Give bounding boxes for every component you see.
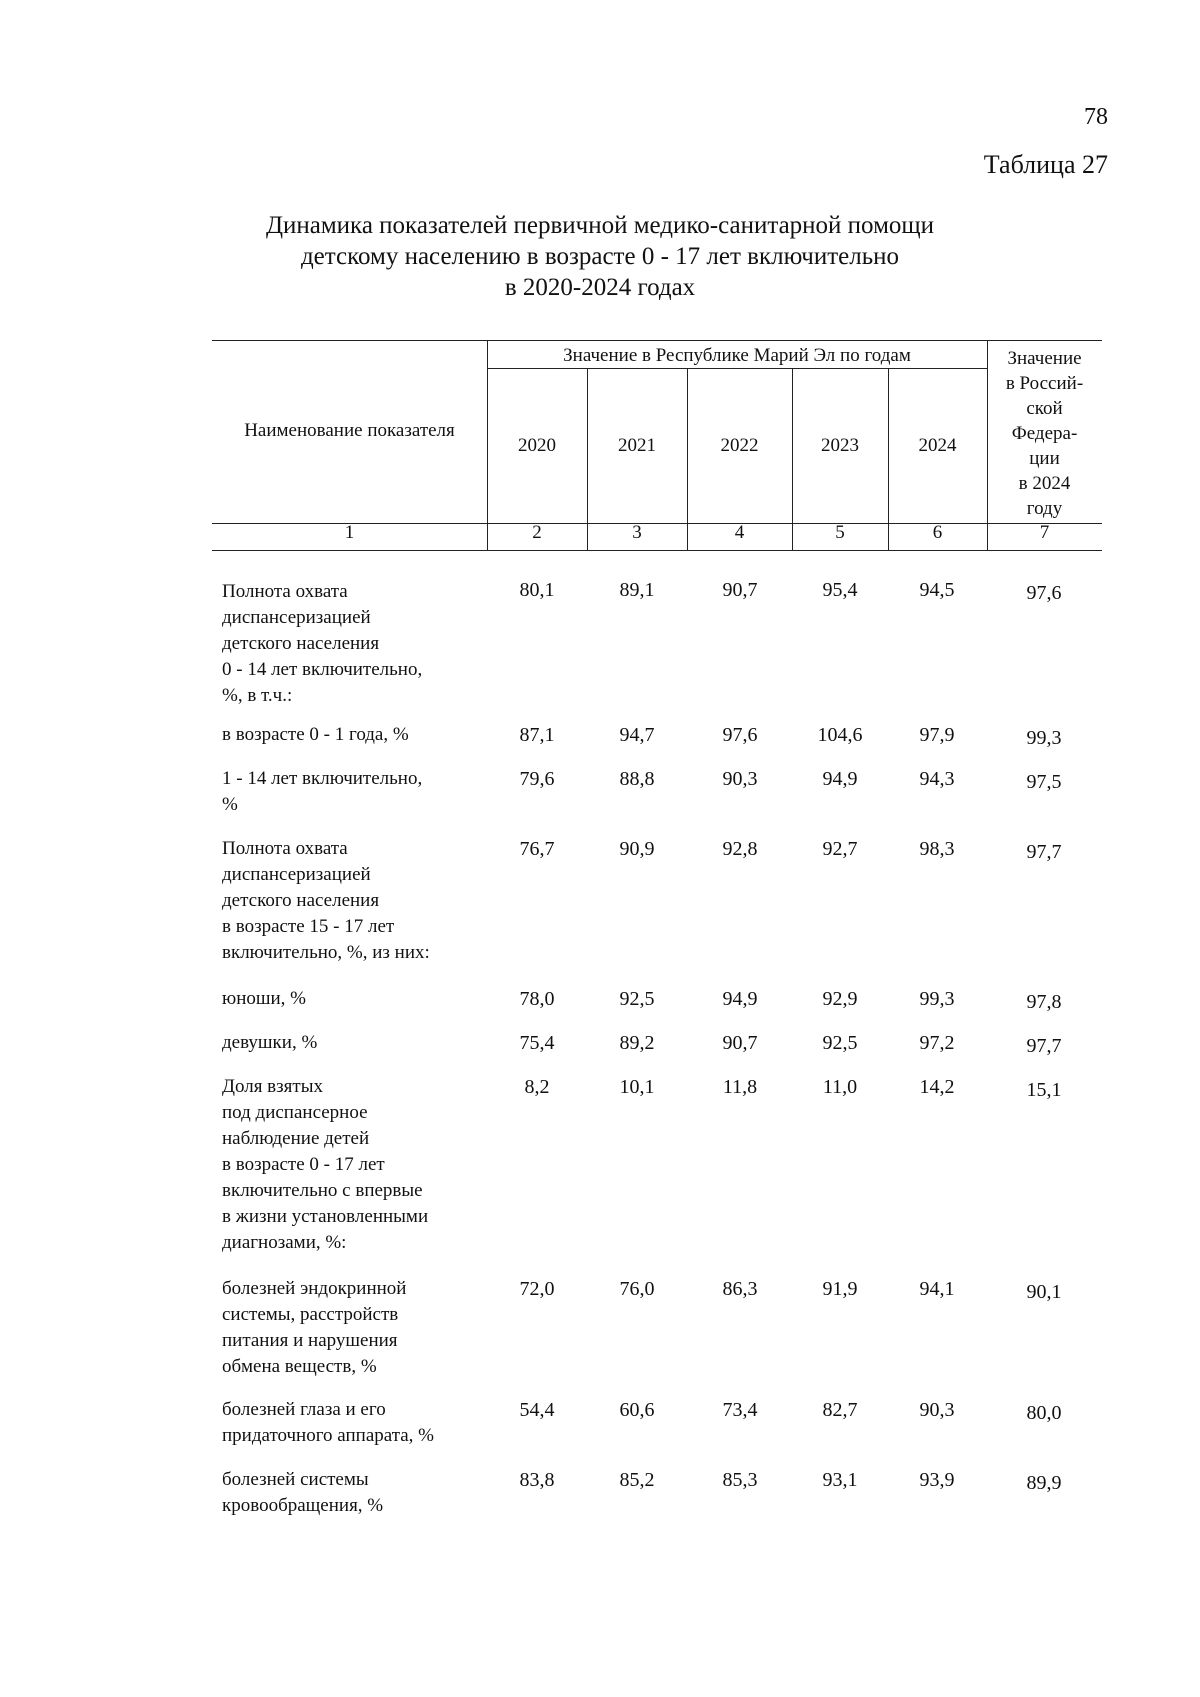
year-value-cell: 94,5 — [919, 579, 955, 601]
column-number: 4 — [734, 522, 745, 543]
header-rf-value — [987, 346, 1102, 521]
header-year: 2024 — [918, 435, 957, 456]
row-label-line: % — [222, 794, 238, 815]
year-value-cell: 97,9 — [919, 724, 955, 746]
year-value-cell: 95,4 — [822, 579, 858, 601]
year-value-cell: 94,7 — [619, 724, 655, 746]
header-rf-line: Федера- — [1011, 423, 1078, 444]
column-number: 1 — [344, 522, 355, 543]
year-value-cell: 85,3 — [722, 1469, 758, 1491]
row-label-line: в возрасте 0 - 17 лет — [222, 1154, 385, 1175]
year-value-cell: 90,7 — [722, 579, 758, 601]
rf-value-cell: 15,1 — [1026, 1079, 1062, 1101]
row-label — [222, 1397, 477, 1449]
rule-top-group — [487, 340, 1102, 341]
row-label-line: диспансеризацией — [222, 864, 371, 885]
row-label-line: детского населения — [222, 633, 380, 654]
year-value-cell: 90,7 — [722, 1032, 758, 1054]
year-value-cell: 78,0 — [519, 988, 555, 1010]
column-number: 6 — [932, 522, 943, 543]
year-value-cell: 11,0 — [822, 1076, 858, 1098]
column-number: 7 — [1039, 522, 1050, 543]
row-label-line: болезней глаза и его — [222, 1399, 386, 1420]
page-number: 78 — [1084, 104, 1108, 130]
year-value-cell: 87,1 — [519, 724, 555, 746]
row-label — [222, 766, 477, 818]
header-rf-line: в Россий- — [1005, 373, 1084, 394]
year-value-cell: 79,6 — [519, 768, 555, 790]
row-label-line: 0 - 14 лет включительно, — [222, 659, 423, 680]
column-number: 3 — [632, 522, 642, 543]
header-rf-line: году — [1026, 498, 1063, 519]
row-label — [222, 1467, 477, 1519]
row-label-line: Полнота охвата — [222, 581, 348, 602]
row-label-line: болезней системы — [222, 1469, 369, 1490]
year-value-cell: 14,2 — [919, 1076, 955, 1098]
year-value-cell: 97,6 — [722, 724, 758, 746]
row-label-line: придаточного аппарата, % — [222, 1425, 434, 1446]
year-value-cell: 99,3 — [919, 988, 955, 1010]
row-label-line: включительно, %, из них: — [222, 942, 430, 963]
header-rf-line: Значение — [1007, 348, 1082, 369]
row-label-line: 1 - 14 лет включительно, — [222, 768, 423, 789]
year-value-cell: 86,3 — [722, 1278, 758, 1300]
row-label — [222, 1074, 477, 1256]
rf-value-cell: 90,1 — [1026, 1281, 1062, 1303]
year-value-cell: 85,2 — [619, 1469, 655, 1491]
column-number: 5 — [835, 522, 845, 543]
row-label-line: кровообращения, % — [222, 1495, 384, 1516]
header-group-label: Значение в Республике Марий Эл по годам — [563, 345, 911, 366]
row-label-line: %, в т.ч.: — [222, 685, 293, 706]
row-label-line: системы, расстройств — [222, 1304, 399, 1325]
row-label-line: в возрасте 0 - 1 года, % — [222, 724, 409, 745]
rf-value-cell: 97,7 — [1026, 841, 1062, 863]
row-label-line: под диспансерное — [222, 1102, 368, 1123]
row-label — [222, 722, 477, 748]
year-value-cell: 97,2 — [919, 1032, 955, 1054]
year-value-cell: 91,9 — [822, 1278, 858, 1300]
row-label-line: Доля взятых — [222, 1076, 323, 1097]
year-value-cell: 92,8 — [722, 838, 758, 860]
rf-value-cell: 97,7 — [1026, 1035, 1062, 1057]
row-label — [222, 1030, 477, 1056]
row-label-line: Полнота охвата — [222, 838, 348, 859]
rf-value-cell: 97,6 — [1026, 582, 1062, 604]
year-value-cell: 92,7 — [822, 838, 858, 860]
year-value-cell: 80,1 — [519, 579, 555, 601]
row-label — [222, 836, 477, 966]
year-value-cell: 89,2 — [619, 1032, 655, 1054]
year-value-cell: 92,5 — [822, 1032, 858, 1054]
row-label — [222, 1276, 477, 1380]
rf-value-cell: 97,5 — [1026, 771, 1062, 793]
year-value-cell: 83,8 — [519, 1469, 555, 1491]
row-label-line: обмена веществ, % — [222, 1356, 377, 1377]
row-label-line: девушки, % — [222, 1032, 318, 1053]
year-value-cell: 104,6 — [817, 724, 863, 746]
row-label — [222, 579, 477, 709]
year-value-cell: 93,1 — [822, 1469, 858, 1491]
rule-top — [212, 340, 488, 341]
row-label-line: диспансеризацией — [222, 607, 371, 628]
header-year: 2022 — [720, 435, 759, 456]
row-label-line: наблюдение детей — [222, 1128, 370, 1149]
row-label-line: включительно с впервые — [222, 1180, 423, 1201]
rf-value-cell: 80,0 — [1026, 1402, 1062, 1424]
header-rf-line: ской — [1026, 398, 1063, 419]
year-value-cell: 90,3 — [919, 1399, 955, 1421]
title-line: Динамика показателей первичной медико-санитарной помощи — [265, 212, 935, 239]
year-value-cell: 98,3 — [919, 838, 955, 860]
rf-value-cell: 97,8 — [1026, 991, 1062, 1013]
column-number: 2 — [532, 522, 542, 543]
year-value-cell: 10,1 — [619, 1076, 655, 1098]
year-value-cell: 75,4 — [519, 1032, 555, 1054]
year-value-cell: 94,9 — [822, 768, 858, 790]
year-value-cell: 60,6 — [619, 1399, 655, 1421]
row-label-line: питания и нарушения — [222, 1330, 398, 1351]
year-value-cell: 94,1 — [919, 1278, 955, 1300]
header-year: 2020 — [518, 435, 556, 456]
year-value-cell: 72,0 — [519, 1278, 555, 1300]
year-value-cell: 11,8 — [722, 1076, 758, 1098]
year-value-cell: 93,9 — [919, 1469, 955, 1491]
title-line: в 2020-2024 годах — [504, 274, 696, 301]
rf-value-cell: 89,9 — [1026, 1472, 1062, 1494]
row-label-line: болезней эндокринной — [222, 1278, 407, 1299]
title-line: детскому населению в возрасте 0 - 17 лет включительно — [300, 243, 900, 270]
year-value-cell: 89,1 — [619, 579, 655, 601]
year-value-cell: 88,8 — [619, 768, 655, 790]
year-value-cell: 82,7 — [822, 1399, 858, 1421]
header-rf-line: ции — [1029, 448, 1060, 469]
header-year: 2023 — [821, 435, 859, 456]
year-value-cell: 90,3 — [722, 768, 758, 790]
row-label-line: юноши, % — [222, 988, 306, 1009]
year-value-cell: 92,5 — [619, 988, 655, 1010]
year-value-cell: 54,4 — [519, 1399, 555, 1421]
header-year: 2021 — [618, 435, 656, 456]
row-label-line: детского населения — [222, 890, 380, 911]
row-label-line: диагнозами, %: — [222, 1232, 347, 1253]
year-value-cell: 73,4 — [722, 1399, 758, 1421]
header-name-col: Наименование показателя — [244, 420, 455, 441]
year-value-cell: 76,7 — [519, 838, 555, 860]
header-rf-line: в 2024 — [1018, 473, 1071, 494]
year-value-cell: 92,9 — [822, 988, 858, 1010]
year-value-cell: 76,0 — [619, 1278, 655, 1300]
rule-group-bottom — [487, 368, 987, 369]
row-label-line: в жизни установленными — [222, 1206, 429, 1227]
table-header — [0, 0, 1200, 560]
rf-value-cell: 99,3 — [1026, 727, 1062, 749]
rule-numbers-bottom — [212, 550, 1102, 551]
year-value-cell: 94,9 — [722, 988, 758, 1010]
row-label — [222, 986, 477, 1012]
year-value-cell: 8,2 — [524, 1076, 550, 1098]
year-value-cell: 94,3 — [919, 768, 955, 790]
table-label: Таблица 27 — [983, 150, 1108, 179]
year-value-cell: 90,9 — [619, 838, 655, 860]
row-label-line: в возрасте 15 - 17 лет — [222, 916, 395, 937]
